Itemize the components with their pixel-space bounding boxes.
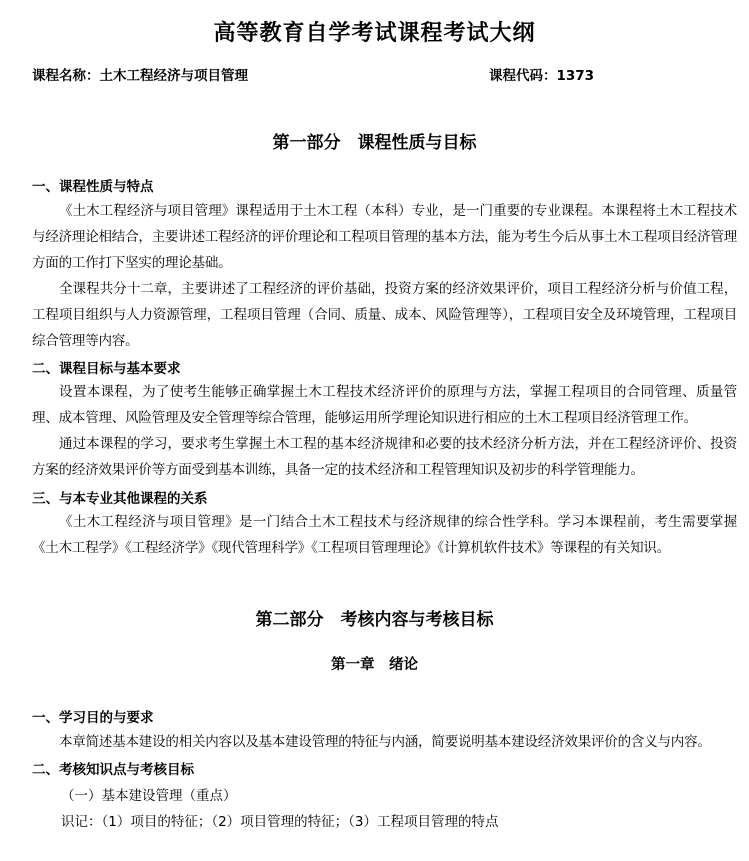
- part1-title: 第一部分 课程性质与目标: [272, 133, 477, 153]
- section-heading: 三、与本专业其他课程的关系: [32, 491, 208, 507]
- part2-title: 第二部分 考核内容与考核目标: [255, 610, 494, 630]
- course-name: 课程名称：土木工程经济与项目管理: [32, 68, 248, 84]
- section-heading: 一、学习目的与要求: [32, 710, 154, 726]
- paragraph: 本章简述基本建设的相关内容以及基本建设管理的特征与内涵，简要说明基本建设经济效果评价的含义与内容。: [59, 734, 711, 750]
- recall-line: 识记：（1）项目的特征；（2）项目管理的特征；（3）工程项目管理的特点: [61, 814, 499, 830]
- course-meta-row: [32, 64, 722, 84]
- section-heading: 二、考核知识点与考核目标: [32, 762, 194, 778]
- paragraph: 《土木工程经济与项目管理》是一门结合土木工程技术与经济规律的综合性学科。学习本课程前，考生需要掌握《土木工程学》《工程经济学》《现代管理科学》《工程项目管理理论》《计算机软件技术》等课程的有关知识。: [32, 514, 737, 556]
- section-heading: 一、课程性质与特点: [32, 179, 154, 195]
- knowledge-item: （一）基本建设管理（重点）: [61, 788, 237, 804]
- paragraph: 《土木工程经济与项目管理》课程适用于土木工程（本科）专业，是一门重要的专业课程。本课程将土木工程技术与经济理论相结合，主要讲述工程经济的评价理论和工程项目管理的基本方法，能为考生今后从事土木工程项目经济管理方面的工作打下坚实的理论基础。: [32, 203, 737, 271]
- chapter-title: 第一章 绪论: [331, 656, 418, 673]
- paragraph: 全课程共分十二章，主要讲述了工程经济的评价基础，投资方案的经济效果评价，项目工程经济分析与价值工程，工程项目组织与人力资源管理，工程项目管理（合同、质量、成本、风险管理等），工程项目安全及环境管理，工程项目综合管理等内容。: [32, 281, 737, 349]
- course-code: 课程代码：1373: [489, 68, 595, 84]
- paragraph: 设置本课程，为了使考生能够正确掌握土木工程技术经济评价的原理与方法，掌握工程项目的合同管理、质量管理、成本管理、风险管理及安全管理等综合管理，能够运用所学理论知识进行相应的土木工程项目经济管理工作。: [32, 384, 737, 426]
- paragraph: 通过本课程的学习，要求考生掌握土木工程的基本经济规律和必要的技术经济分析方法，并在工程经济评价、投资方案的经济效果评价等方面受到基本训练，具备一定的技术经济和工程管理知识及初步的科学管理能力。: [32, 436, 737, 478]
- section-heading: 二、课程目标与基本要求: [32, 361, 181, 377]
- document-title: 高等教育自学考试课程考试大纲: [213, 21, 536, 46]
